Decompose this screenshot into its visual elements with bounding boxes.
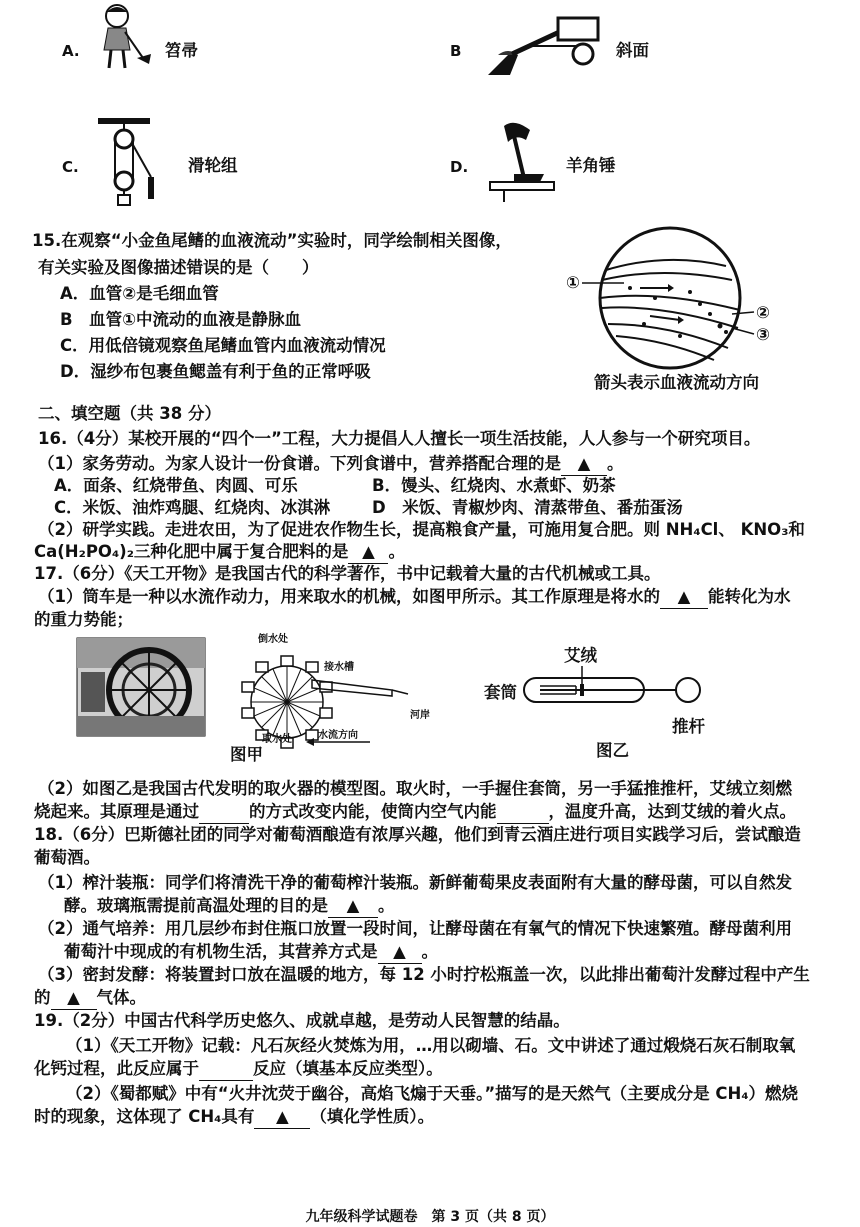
q17-part2-line2 [34,801,796,824]
q18-part2-line1: （2）通气培养：用几层纱布封住瓶口放置一段时间，让酵母菌在有氧气的情况下快速繁殖。酵母菌利用 [38,919,792,938]
q19-part2-end: （填化学性质）。 [310,1107,435,1126]
q16-part1-text: （1）家务劳动。为家人设计一份食谱。下列食谱中，营养搭配合理的是 [38,454,561,473]
q17-part2-mid: 的方式改变内能，使筒内空气内能 [249,802,497,821]
q18-part2-line2 [64,941,438,964]
fig-b-caption: 图乙 [596,741,629,760]
q16-part1 [38,453,623,476]
label-flow: 水流方向 [318,730,358,741]
q19-part2-line2 [34,1106,434,1129]
q17-part2-line1: （2）如图乙是我国古代发明的取火器的模型图。取火时，一手握住套筒，另一手猛推推杆，艾绒立刻燃 [38,779,792,798]
q18-part1-line1: （1）榨汁装瓶：同学们将清洗干净的葡萄榨汁装瓶。新鲜葡萄果皮表面附有大量的酵母菌，可以自然发 [38,873,792,892]
q18-part3-line2 [34,987,146,1010]
q16-part2-text: Ca(H₂PO₄)₂三种化肥中属于复合肥料的是 [34,542,349,561]
section-2-title: 二、填空题（共 38 分） [38,404,221,423]
q15-option-d: D．湿纱布包裹鱼鳃盖有利于鱼的正常呼吸 [60,362,371,381]
q17-part1-line1 [38,586,790,609]
option-c-label: C. [62,158,79,176]
answer-blank[interactable]: ▲ [254,1106,310,1129]
label-tinder: 艾绒 [564,646,597,665]
q15-option-c: C．用低倍镜观察鱼尾鳍血管内血液流动情况 [60,336,386,355]
q16-option-c: C．米饭、油炸鸡腿、红烧肉、冰淇淋 [54,498,331,517]
q19-part2-line1: （2）《蜀都赋》中有“火井沈荧于幽谷，高焰飞煽于天垂。”描写的是天然气（主要成分是 CH₄）燃烧 [66,1084,799,1103]
broom-figure-image [95,2,155,72]
q17-part1-line2: 的重力势能； [34,610,133,629]
q19-part1-line1: （1）《天工开物》记载：凡石灰经火焚炼为用，…用以砌墙、石。文中讲述了通过煅烧石灰石制取氧 [66,1036,796,1055]
option-a-text: 笤帚 [165,41,198,60]
vessel-figure-caption: 箭头表示血液流动方向 [594,373,759,392]
q16-option-a: A．面条、红烧带鱼、肉圆、可乐 [54,476,298,495]
option-b-label: B [450,42,462,60]
answer-blank[interactable]: ▲ [51,987,97,1010]
answer-blank-underline[interactable] [199,801,249,824]
option-a-label: A. [62,42,80,60]
label-sleeve: 套筒 [484,683,517,702]
q19-part1-line2 [34,1058,443,1081]
q15-stem-line2: 有关实验及图像描述错误的是（ ） [38,258,319,277]
q16-option-d: D 米饭、青椒炒肉、清蒸带鱼、番茄蛋汤 [372,498,683,517]
option-c-text: 滑轮组 [188,156,238,175]
q16-part2-line2 [34,541,405,564]
q17-part2-end: ，温度升高，达到艾绒的着火点。 [548,802,796,821]
q16-stem: 16.（4分）某校开展的“四个一”工程，大力提倡人人擅长一项生活技能，人人参与一个研究项目。 [38,429,761,448]
answer-blank-underline[interactable] [497,801,549,824]
q18-part3-text: 的 [34,988,51,1007]
q18-part1-end: 。 [378,896,395,915]
vessel-marker-1: ① [566,273,580,292]
q17-part1-end: 能转化为水 [707,587,791,606]
q18-stem-line1: 18.（6分）巴斯德社团的同学对葡萄酒酿造有浓厚兴趣，他们到青云酒庄进行项目实践学习后，尝试酿造 [34,825,801,844]
label-rod: 推杆 [672,717,705,736]
q15-option-b: B 血管①中流动的血液是静脉血 [60,310,302,329]
q18-part1-line2 [64,895,395,918]
q15-option-a: A．血管②是毛细血管 [60,284,219,303]
q18-part2-end: 。 [421,942,438,961]
label-trough: 接水槽 [324,662,354,673]
fig-a-caption: 图甲 [230,745,263,764]
q19-part1-end: 反应（填基本反应类型）。 [253,1059,443,1078]
q18-part3-end: 气体。 [96,988,146,1007]
claw-hammer-image [490,118,560,204]
answer-blank[interactable]: ▲ [378,941,422,964]
q15-stem-line1: 15.在观察“小金鱼尾鳍的血液流动”实验时，同学绘制相关图像， [32,231,512,250]
vessel-marker-2: ② [756,303,770,322]
q18-part2-text: 葡萄汁中现成的有机物生活，其营养方式是 [64,942,378,961]
label-bank: 河岸 [410,710,430,721]
q16-part2-line1: （2）研学实践。走进农田，为了促进农作物生长，提高粮食产量，可施用复合肥。则 NH₄Cl、 KNO₃和 [38,520,805,539]
pulley-block-image [96,115,166,215]
answer-blank[interactable]: ▲ [660,586,708,609]
option-b-text: 斜面 [616,41,649,60]
q18-part1-text: 酵。玻璃瓶需提前高温处理的目的是 [64,896,328,915]
q16-option-b: B．馒头、红烧肉、水煮虾、奶茶 [372,476,616,495]
q19-part2-text: 时的现象，这体现了 CH₄具有 [34,1107,255,1126]
label-pour: 倒水处 [258,634,288,645]
q19-part1-text: 化钙过程，此反应属于 [34,1059,199,1078]
option-d-text: 羊角锤 [566,156,616,175]
q17-part1-text: （1）筒车是一种以水流作动力，用来取水的机械，如图甲所示。其工作原理是将水的 [38,587,660,606]
option-d-label: D. [450,158,469,176]
q18-stem-line2: 葡萄酒。 [34,848,100,867]
q16-part1-end: 。 [606,454,624,473]
answer-blank[interactable]: ▲ [561,453,607,476]
q17-stem: 17.（6分）《天工开物》是我国古代的科学著作，书中记载着大量的古代机械或工具。 [34,564,661,583]
vessel-marker-3: ③ [756,325,770,344]
fire-piston-diagram [510,660,700,720]
answer-blank[interactable]: ▲ [348,541,388,564]
incline-machine-image [488,10,608,80]
q16-part2-end: 。 [388,542,405,561]
q17-part2-text: 烧起来。其原理是通过 [34,802,199,821]
page-footer: 九年级科学试题卷 第 3 页（共 8 页） [305,1209,555,1225]
answer-blank[interactable]: ▲ [328,895,378,918]
label-take: 取水处 [262,734,292,745]
q19-stem: 19.（2分）中国古代科学历史悠久、成就卓越，是劳动人民智慧的结晶。 [34,1011,570,1030]
water-wheel-photo [77,638,205,736]
fish-tail-blood-vessel-figure [560,228,780,378]
answer-blank-underline[interactable] [199,1058,253,1081]
q18-part3-line1: （3）密封发酵：将装置封口放在温暖的地方，每 12 小时拧松瓶盖一次，以此排出葡萄汁发酵过程中产生 [38,965,810,984]
